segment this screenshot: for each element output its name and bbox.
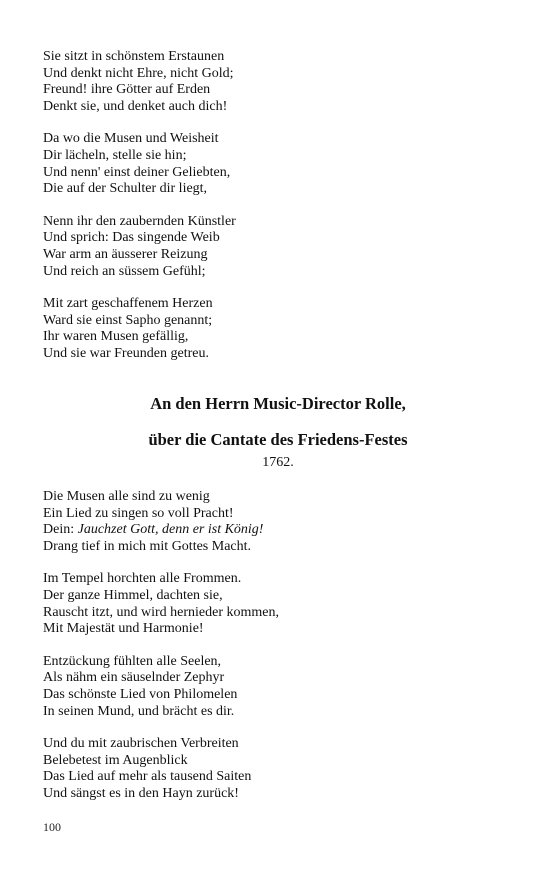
poem-year: 1762. — [262, 455, 294, 470]
poem-title: An den Herrn Music-Director Rolle, — [150, 394, 406, 413]
stanza — [43, 214, 513, 280]
verse-line: Ein Lied zu singen so voll Pracht! — [43, 505, 234, 521]
verse-line: Und sie war Freunden getreu. — [43, 345, 210, 361]
verse-line: Die auf der Schulter dir liegt, — [43, 181, 208, 197]
verse-line: In seinen Mund, und brächt es dir. — [43, 703, 235, 719]
verse-line: Drang tief in mich mit Gottes Macht. — [43, 538, 252, 554]
verse-line: Das schönste Lied von Philomelen — [43, 686, 238, 702]
verse-line: War arm an äusserer Reizung — [43, 246, 208, 262]
verse-line: Und du mit zaubrischen Verbreiten — [43, 736, 239, 752]
verse-line: Denkt sie, und denket auch dich! — [43, 98, 228, 114]
verse-line: Im Tempel horchten alle Frommen. — [43, 571, 242, 587]
poem-subtitle: über die Cantate des Friedens-Festes — [148, 430, 408, 449]
stanza — [43, 736, 513, 802]
verse-line: Ward sie einst Sapho genannt; — [43, 312, 213, 328]
stanza — [43, 296, 513, 362]
stanza — [43, 131, 513, 197]
poem-1 — [43, 49, 513, 363]
verse-line: Der ganze Himmel, dachten sie, — [43, 587, 223, 603]
page-number: 100 — [43, 820, 61, 834]
verse-line: Und sängst es in den Hayn zurück! — [43, 785, 239, 801]
verse-italic-quote: Jauchzet Gott, denn er ist König! — [77, 522, 264, 538]
verse-line: Entzückung fühlten alle Seelen, — [43, 653, 222, 669]
verse-line: Nenn ihr den zaubernden Künstler — [43, 213, 236, 229]
verse-prefix: Dein: — [43, 522, 78, 538]
verse-line: Und reich an süssem Gefühl; — [43, 263, 206, 279]
verse-line: Sie sitzt in schönstem Erstaunen — [43, 49, 225, 64]
stanza — [43, 489, 513, 555]
verse-line: Mit Majestät und Harmonie! — [43, 621, 204, 637]
stanza — [43, 571, 513, 637]
verse-line: Ihr waren Musen gefällig, — [43, 329, 189, 345]
verse-line: Dir lächeln, stelle sie hin; — [43, 147, 187, 163]
verse-line: Und nenn' einst deiner Geliebten, — [43, 164, 231, 180]
verse-line: Als nähm ein säuselnder Zephyr — [43, 670, 225, 686]
verse-line — [43, 522, 513, 539]
stanza — [43, 49, 513, 115]
verse-line: Die Musen alle sind zu wenig — [43, 489, 210, 504]
verse-line: Da wo die Musen und Weisheit — [43, 131, 219, 147]
page-body — [43, 49, 513, 801]
verse-line: Freund! ihre Götter auf Erden — [43, 82, 211, 98]
verse-line: Und denkt nicht Ehre, nicht Gold; — [43, 65, 234, 81]
verse-line: Das Lied auf mehr als tausend Saiten — [43, 769, 252, 785]
verse-line: Und sprich: Das singende Weib — [43, 230, 220, 246]
poem-2 — [43, 489, 513, 819]
verse-line: Mit zart geschaffenem Herzen — [43, 296, 213, 312]
stanza — [43, 654, 513, 720]
verse-line: Belebetest im Augenblick — [43, 752, 188, 768]
verse-line: Rauscht itzt, und wird hernieder kommen, — [43, 604, 279, 620]
